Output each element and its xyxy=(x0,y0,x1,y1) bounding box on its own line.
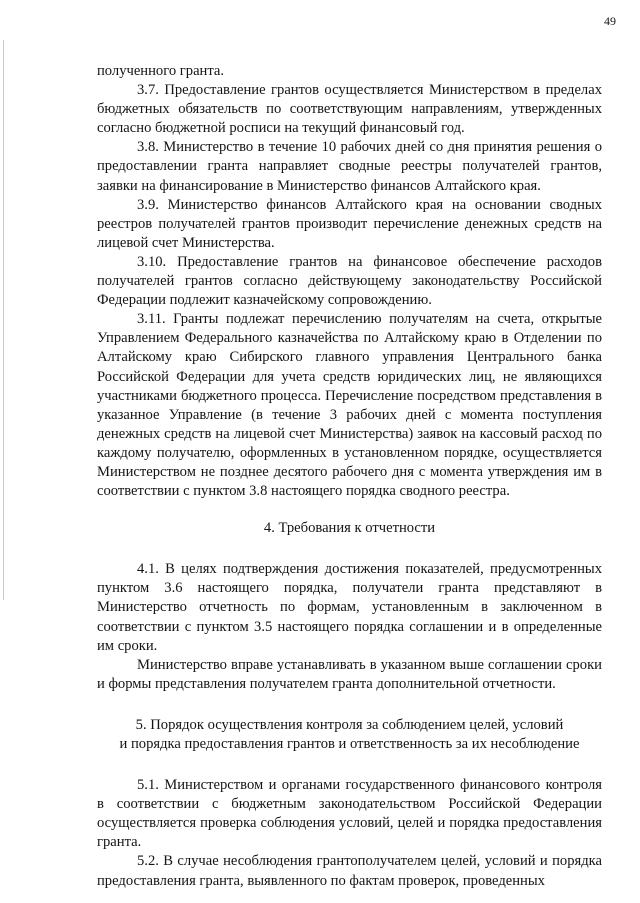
section-4-heading: 4. Требования к отчетности xyxy=(263,520,436,537)
scan-edge-mark xyxy=(3,40,4,600)
paragraph-3-10: 3.10. Предоставление грантов на финансовое обеспечение расходов получателей грантов согласно действующему законодательству Российской Федерации подлежит казначейскому сопровождению. xyxy=(97,253,602,309)
paragraph-3-8: 3.8. Министерство в течение 10 рабочих дней со дня принятия решения о предоставлении гранта направляет сводные реестры получателей грантов, заявки на финансирование в Министерство финансов Алтайского края. xyxy=(97,139,602,194)
paragraph-4-1: 4.1. В целях подтверждения достижения показателей, предусмотренных пунктом 3.6 настоящего порядка, получатели гранта представляют в Министерство отчетность по формам, установленным в заключенном в соответствии с пунктом 3.5 настоящего порядка соглашении и в определенные им сроки. xyxy=(97,561,602,654)
section-5-heading: 5. Порядок осуществления контроля за соблюдением целей, условий и порядка предоставления грантов и ответственность за их несоблюдение xyxy=(119,716,580,752)
page-number: 49 xyxy=(604,14,616,28)
paragraph-continuation: полученного гранта. xyxy=(97,63,225,79)
paragraph-5-2: 5.2. В случае несоблюдения грантополучателем целей, условий и порядка предоставления гранта, выявленного по фактам проверок, проведенных xyxy=(97,853,602,889)
paragraph-3-9: 3.9. Министерство финансов Алтайского края на основании сводных реестров получателей грантов производит перечисление денежных средств на лицевой счет Министерства. xyxy=(97,196,602,251)
paragraph-3-11: 3.11. Гранты подлежат перечислению получателям на счета, открытые Управлением Федерального казначейства по Алтайскому краю в Отделении по Алтайскому краю Сибирского главного управления Центрального банка Российской Федерации для учета средств юридических лиц, не являющихся участниками бюджетного процесса. Перечисление посредством представления в указанное Управление (в течение 3 рабочих дней с момента поступления денежных средств на лицевой счет Министерства) заявок на кассовый расход по каждому получателю, оформленных в установленном порядке, осуществляется Министерством не позднее десятого рабочего дня с момента утверждения им в соответствии с пунктом 3.8 настоящего порядка сводного реестра. xyxy=(97,311,602,500)
paragraph-4-2: Министерство вправе устанавливать в указанном выше соглашении сроки и формы представления получателем гранта дополнительной отчетности. xyxy=(97,656,602,692)
paragraph-3-7: 3.7. Предоставление грантов осуществляется Министерством в пределах бюджетных обязательств по соответствующим направлениям, утвержденных согласно бюджетной росписи на текущий финансовый год. xyxy=(97,82,602,137)
document-body xyxy=(97,62,602,891)
paragraph-5-1: 5.1. Министерством и органами государственного финансового контроля в соответствии с бюджетным законодательством Российской Федерации осуществляется проверка соблюдения условий, целей и порядка предоставления гранта. xyxy=(97,777,602,851)
